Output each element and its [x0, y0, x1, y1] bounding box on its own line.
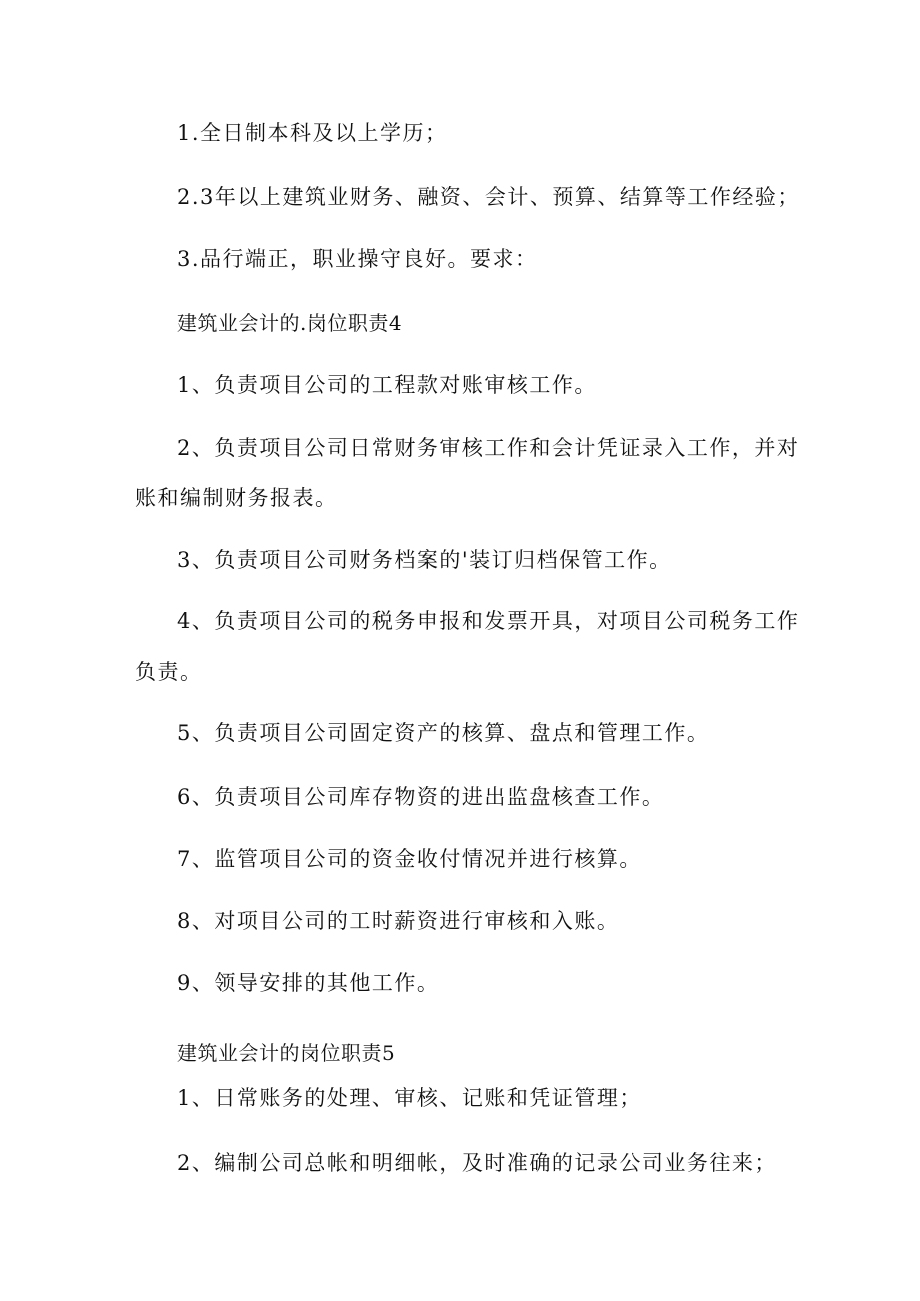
section-heading-4: 建筑业会计的.岗位职责4 [177, 311, 403, 335]
duty-item-3: 3、负责项目公司财务档案的'装订归档保管工作。 [177, 548, 672, 572]
duty-item-5: 5、负责项目公司固定资产的核算、盘点和管理工作。 [177, 721, 710, 745]
section-heading-5: 建筑业会计的岗位职责5 [177, 1041, 396, 1065]
duty-item-2-continued: 账和编制财务报表。 [135, 486, 338, 510]
requirement-line-2: 2.3年以上建筑业财务、融资、会计、预算、结算等工作经验； [177, 185, 800, 209]
duty-5-item-1: 1、日常账务的处理、审核、记账和凭证管理； [177, 1086, 642, 1110]
duty-item-9: 9、领导安排的其他工作。 [177, 971, 440, 995]
duty-item-7: 7、监管项目公司的资金收付情况并进行核算。 [177, 847, 642, 871]
duty-5-item-2: 2、编制公司总帐和明细帐，及时准确的记录公司业务往来； [177, 1151, 777, 1175]
duty-item-1: 1、负责项目公司的工程款对账审核工作。 [177, 373, 597, 397]
duty-item-4: 4、负责项目公司的税务申报和发票开具，对项目公司税务工作 [177, 609, 800, 633]
duty-item-2: 2、负责项目公司日常财务审核工作和会计凭证录入工作，并对 [177, 436, 800, 460]
duty-item-6: 6、负责项目公司库存物资的进出监盘核查工作。 [177, 785, 665, 809]
requirement-line-3: 3.品行端正，职业操守良好。要求： [177, 247, 538, 271]
duty-item-8: 8、对项目公司的工时薪资进行审核和入账。 [177, 909, 620, 933]
duty-item-4-continued: 负责。 [135, 660, 203, 684]
requirement-line-1: 1.全日制本科及以上学历； [177, 121, 448, 145]
